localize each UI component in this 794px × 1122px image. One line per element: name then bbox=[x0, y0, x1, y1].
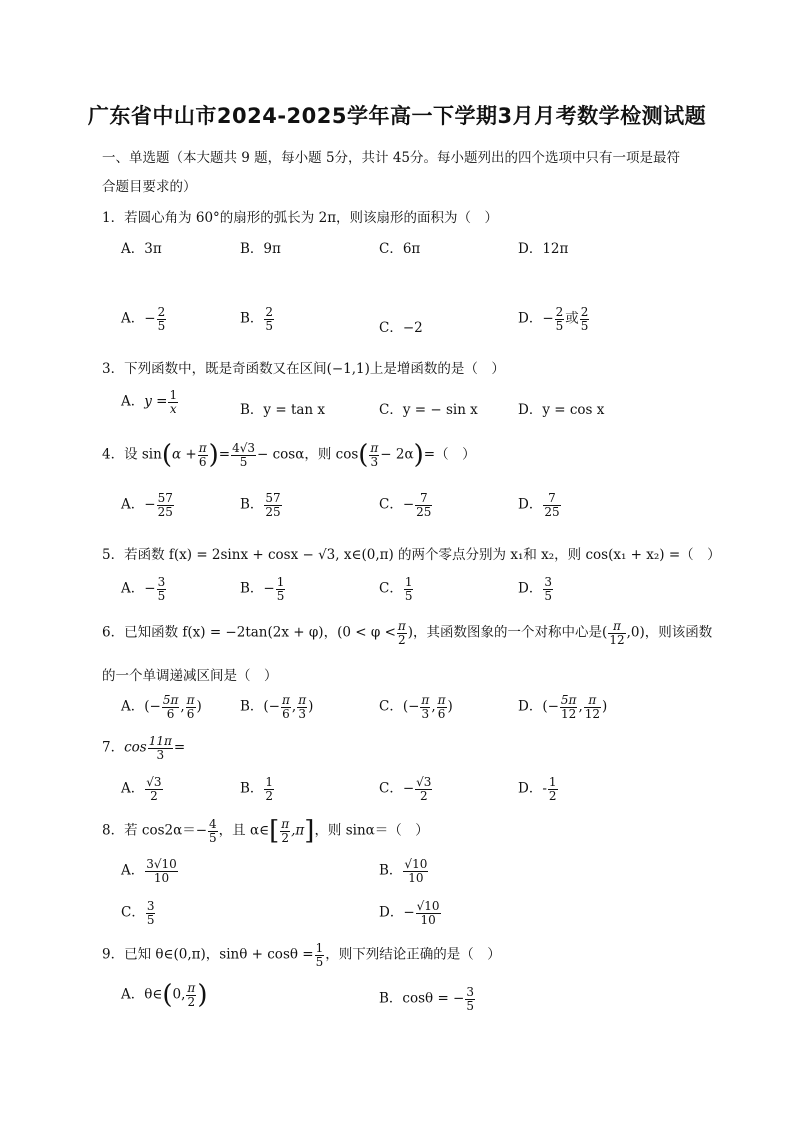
q6-option-b: B．(− $\frac{\pi}{6}$ , $\frac{\pi}{3}$ ) bbox=[240, 693, 314, 721]
q1-option-b: B．9π bbox=[240, 241, 281, 257]
q9-option-a: A．θ∈(0, $\frac{\pi}{2}$ ) bbox=[121, 980, 208, 1011]
q7-option-a: A． $\frac{√3}{2}$ bbox=[121, 775, 162, 803]
q3-option-d: D．y = cos x bbox=[518, 402, 605, 418]
q8-option-b: B． $\frac{√10}{10}$ bbox=[379, 857, 428, 885]
section-intro-line1: 一、单选题（本大题共 9 题，每小题 5分，共计 45分。每小题列出的四个选项中只有一项是最符 bbox=[102, 150, 681, 166]
question-5-stem: 5．若函数 f(x) = 2sinx + cosx − √3, x∈(0,π) 的两个零点分别为 x₁和 x₂，则 cos(x₁ + x₂) =（ ） bbox=[102, 547, 721, 563]
q6-option-a: A．(− $\frac{5\pi}{6}$ , $\frac{\pi}{6}$ ) bbox=[121, 693, 202, 721]
q5-option-a: A．− $\frac{3}{5}$ bbox=[121, 575, 166, 603]
section-intro-line2: 合题目要求的） bbox=[102, 179, 197, 195]
question-1-stem: 1．若圆心角为 60°的扇形的弧长为 2π，则该扇形的面积为（ ） bbox=[102, 210, 499, 226]
q1-option-d: D．12π bbox=[518, 241, 569, 257]
q5-option-d: D． $\frac{3}{5}$ bbox=[518, 575, 552, 603]
q2-option-a: A．− $\frac{2}{5}$ bbox=[121, 305, 166, 333]
q7-option-b: B． $\frac{1}{2}$ bbox=[240, 775, 274, 803]
q5-option-c: C． $\frac{1}{5}$ bbox=[379, 575, 413, 603]
q2-option-c: C．−2 bbox=[379, 320, 423, 336]
q7-option-d: D．- $\frac{1}{2}$ bbox=[518, 775, 557, 803]
q4-option-a: A．− $\frac{57}{25}$ bbox=[121, 491, 173, 519]
question-7-stem: 7．cos $\frac{11\pi}{3}$ = bbox=[102, 734, 186, 762]
q7-option-c: C．− $\frac{√3}{2}$ bbox=[379, 775, 432, 803]
q8-option-a: A． $\frac{3√10}{10}$ bbox=[121, 857, 177, 885]
page-title: 广东省中山市2024-2025学年高一下学期3月月考数学检测试题 bbox=[87, 104, 707, 128]
q8-option-c: C． $\frac{3}{5}$ bbox=[121, 899, 155, 927]
q9-option-b: B．cosθ = − $\frac{3}{5}$ bbox=[379, 985, 475, 1013]
q3-option-c: C．y = − sin x bbox=[379, 402, 478, 418]
q5-option-b: B．− $\frac{1}{5}$ bbox=[240, 575, 285, 603]
question-6-stem-line2: 的一个单调递减区间是（ ） bbox=[102, 668, 278, 684]
q2-option-b: B． $\frac{2}{5}$ bbox=[240, 305, 274, 333]
q4-option-b: B． $\frac{57}{25}$ bbox=[240, 491, 281, 519]
q4-option-c: C．− $\frac{7}{25}$ bbox=[379, 491, 432, 519]
question-4-stem: 4．设 sin(α + $\frac{\pi}{6}$ )= $\frac{4√3}{5}$ − cosα，则 cos( $\frac{\pi}{3}$ − 2α)=（ ） bbox=[102, 440, 476, 471]
q3-option-b: B．y = tan x bbox=[240, 402, 326, 418]
question-8-stem: 8．若 cos2α＝− $\frac{4}{5}$ ，且 α∈[ $\frac{\pi}{2}$ ,π]，则 sinα＝（ ） bbox=[102, 816, 429, 847]
q2-option-d: D．− $\frac{2}{5}$ 或 $\frac{2}{5}$ bbox=[518, 305, 589, 333]
question-3-stem: 3．下列函数中，既是奇函数又在区间(−1,1)上是增函数的是（ ） bbox=[102, 361, 505, 377]
q8-option-d: D．− $\frac{√10}{10}$ bbox=[379, 899, 440, 927]
q1-option-a: A．3π bbox=[121, 241, 162, 257]
question-6-stem: 6．已知函数 f(x) = −2tan(2x + φ)，(0 < φ < $\frac{\pi}{2}$ )，其函数图象的一个对称中心是( $\frac{\pi}{12}$ ,0)，则该函数 bbox=[102, 619, 713, 647]
q6-option-d: D．(− $\frac{5\pi}{12}$ , $\frac{\pi}{12}$ ) bbox=[518, 693, 608, 721]
q6-option-c: C．(− $\frac{\pi}{3}$ , $\frac{\pi}{6}$ ) bbox=[379, 693, 453, 721]
question-9-stem: 9．已知 θ∈(0,π)，sinθ + cosθ = $\frac{1}{5}$ ，则下列结论正确的是（ ） bbox=[102, 941, 501, 969]
q1-option-c: C．6π bbox=[379, 241, 421, 257]
q4-option-d: D． $\frac{7}{25}$ bbox=[518, 491, 560, 519]
q3-option-a: A．y = $\frac{1}{x}$ bbox=[121, 388, 178, 416]
